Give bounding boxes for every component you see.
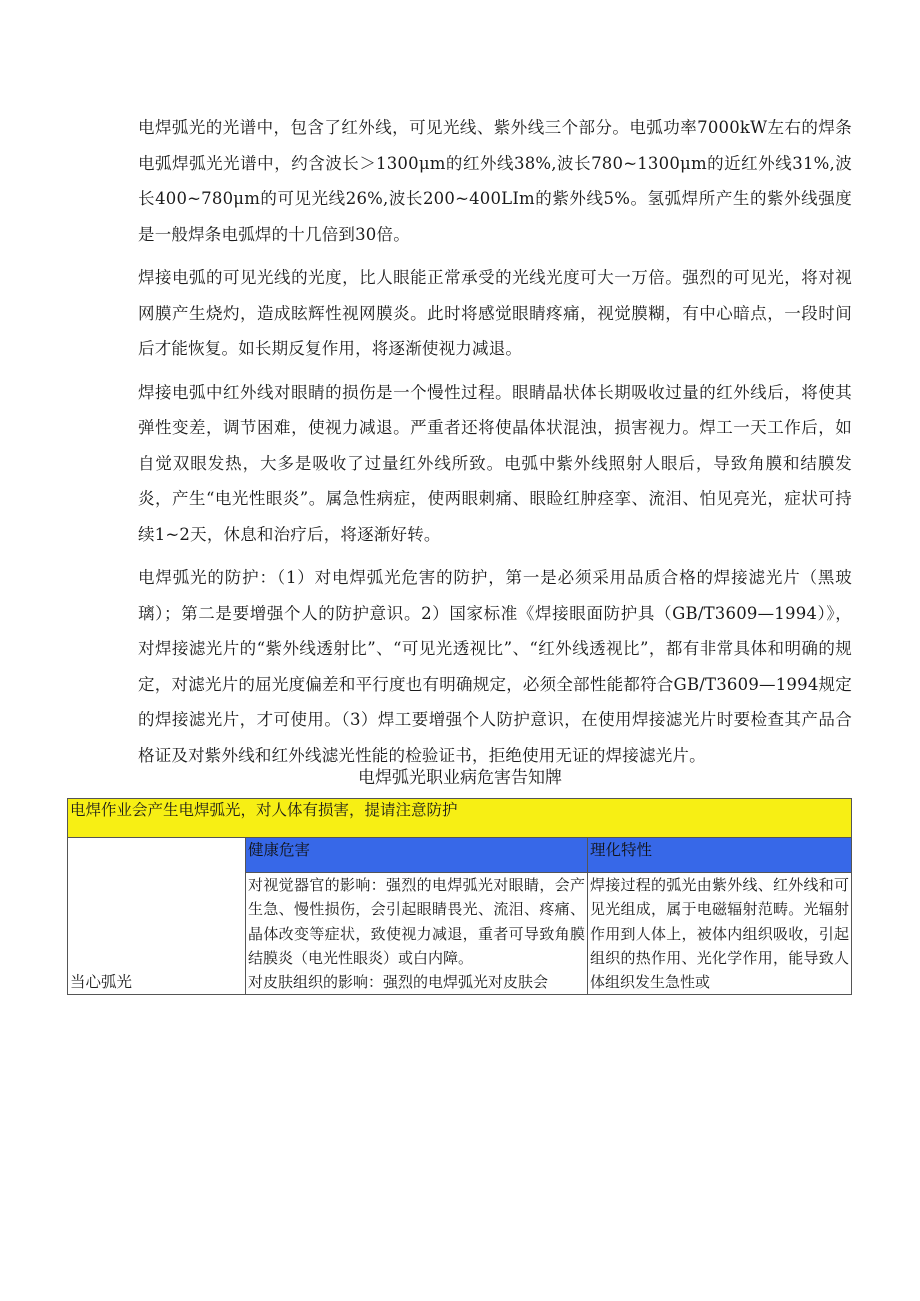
hazard-notice-table	[67, 798, 852, 995]
health-effect-eyes: 对视觉器官的影响：强烈的电焊弧光对眼睛，会产生急、慢性损伤，会引起眼睛畏光、流泪、疼痛、晶体改变等症状，致使视力减退，重者可导致角膜结膜炎（电光性眼炎）或白内障。	[248, 876, 585, 967]
paragraph-visible-light: 焊接电弧的可见光线的光度，比人眼能正常承受的光线光度可大一万倍。强烈的可见光，将对视网膜产生烧灼，造成眩辉性视网膜炎。此时将感觉眼睛疼痛，视觉膜糊，有中心暗点，一段时间后才能恢复。如长期反复作用，将逐渐使视力减退。	[138, 268, 852, 358]
notice-board-title: 电焊弧光职业病危害告知牌	[358, 768, 562, 788]
physicochemical-text	[588, 873, 852, 995]
paragraph-protection: 电焊弧光的防护：（1）对电焊弧光危害的防护，第一是必须采用品质合格的焊接滤光片（黑玻璃）；第二是要增强个人的防护意识。2）国家标准《焊接眼面防护具（GB/T3609—1994）》，对焊接滤光片的“紫外线透射比”、“可见光透视比”、“红外线透视比”，都有非常具体和明确的规定，对滤光片的屈光度偏差和平行度也有明确规定，必须全部性能都符合GB/T3609—1994规定的焊接滤光片，才可使用。（3）焊工要增强个人防护意识，在使用焊接滤光片时要检查其产品合格证及对紫外线和红外线滤光性能的检验证书，拒绝使用无证的焊接滤光片。	[138, 568, 852, 765]
health-hazard-header: 健康危害	[246, 838, 588, 873]
warning-row	[68, 799, 852, 838]
paragraph-spectrum: 电焊弧光的光谱中，包含了红外线，可见光线、紫外线三个部分。电弧功率7000kW左右的焊条电弧焊弧光光谱中，约含波长＞1300μm的红外线38%,波长780~1300μm的近红外线31%,波长400~780μm的可见光线26%,波长200~400LIm的紫外线5%。氢弧焊所产生的紫外线强度是一般焊条电弧焊的十几倍到30倍。	[138, 118, 852, 244]
warning-text: 电焊作业会产生电焊弧光，对人体有损害，提请注意防护	[68, 799, 852, 838]
header-row	[68, 838, 852, 873]
property-description: 焊接过程的弧光由紫外线、红外线和可见光组成，属于电磁辐射范畴。光辐射作用到人体上，被体内组织吸收，引起组织的热作用、光化学作用，能导致人体组织发生急性或	[590, 876, 850, 992]
article-body	[138, 110, 852, 781]
physicochemical-header: 理化特性	[588, 838, 852, 873]
hazard-label: 当心弧光	[68, 838, 246, 995]
paragraph-infrared: 焊接电弧中红外线对眼睛的损伤是一个慢性过程。眼睛晶状体长期吸收过量的红外线后，将使其弹性变差，调节困难，使视力减退。严重者还将使晶体状混浊，损害视力。焊工一天工作后，如自觉双眼发热，大多是吸收了过量红外线所致。电弧中紫外线照射人眼后，导致角膜和结膜发炎，产生“电光性眼炎”。属急性病症，使两眼刺痛、眼睑红肿痉挛、流泪、怕见亮光，症状可持续1~2天，休息和治疗后，将逐渐好转。	[138, 382, 852, 544]
health-effect-skin: 对皮肤组织的影响：强烈的电焊弧光对皮肤会	[248, 973, 549, 992]
health-hazard-text	[246, 873, 588, 995]
